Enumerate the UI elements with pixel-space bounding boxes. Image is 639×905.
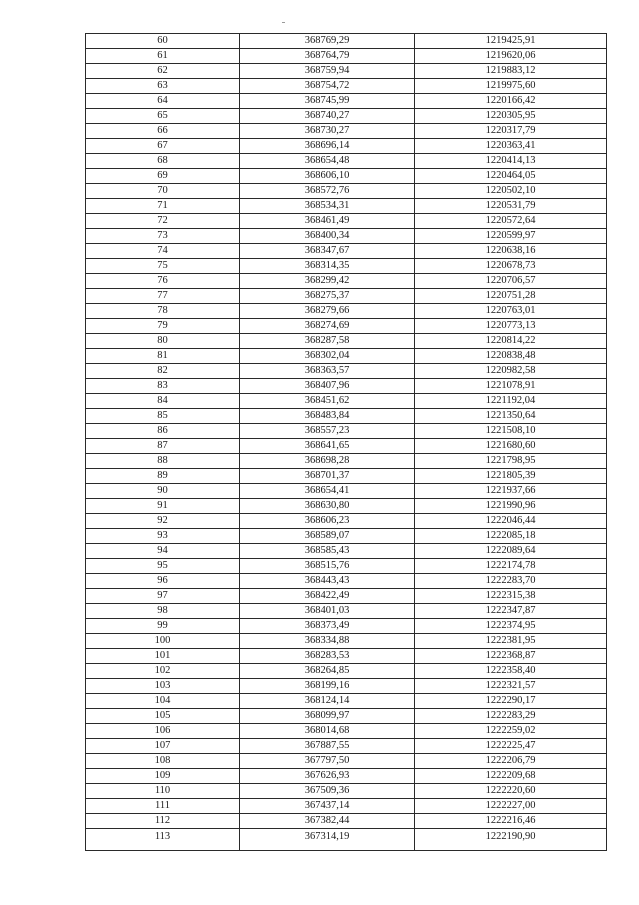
coordinates-table [85,33,607,851]
y-coordinate-cell: 1222220,60 [415,784,607,799]
table-row [86,64,607,79]
x-coordinate-cell: 368401,03 [240,604,415,619]
y-coordinate-cell: 1222259,02 [415,724,607,739]
table-row [86,604,607,619]
point-number-cell: 69 [86,169,240,184]
x-coordinate-cell: 368400,34 [240,229,415,244]
table-row [86,439,607,454]
table-row [86,409,607,424]
point-number-cell: 99 [86,619,240,634]
point-number-cell: 113 [86,829,240,851]
point-number-cell: 92 [86,514,240,529]
y-coordinate-cell: 1221192,04 [415,394,607,409]
table-row [86,739,607,754]
y-coordinate-cell: 1220638,16 [415,244,607,259]
point-number-cell: 74 [86,244,240,259]
x-coordinate-cell: 368199,16 [240,679,415,694]
y-coordinate-cell: 1220166,42 [415,94,607,109]
x-coordinate-cell: 368279,66 [240,304,415,319]
x-coordinate-cell: 367437,14 [240,799,415,814]
point-number-cell: 78 [86,304,240,319]
point-number-cell: 76 [86,274,240,289]
x-coordinate-cell: 368283,53 [240,649,415,664]
x-coordinate-cell: 368407,96 [240,379,415,394]
table-row [86,49,607,64]
x-coordinate-cell: 367382,44 [240,814,415,829]
y-coordinate-cell: 1221798,95 [415,454,607,469]
y-coordinate-cell: 1220982,58 [415,364,607,379]
table-row [86,769,607,784]
x-coordinate-cell: 368589,07 [240,529,415,544]
table-row [86,259,607,274]
table-row [86,694,607,709]
point-number-cell: 95 [86,559,240,574]
point-number-cell: 103 [86,679,240,694]
x-coordinate-cell: 368287,58 [240,334,415,349]
table-row [86,94,607,109]
table-row [86,184,607,199]
y-coordinate-cell: 1220363,41 [415,139,607,154]
table-row [86,799,607,814]
y-coordinate-cell: 1220751,28 [415,289,607,304]
y-coordinate-cell: 1221680,60 [415,439,607,454]
table-row [86,394,607,409]
table-row [86,589,607,604]
point-number-cell: 66 [86,124,240,139]
x-coordinate-cell: 367887,55 [240,739,415,754]
y-coordinate-cell: 1219975,60 [415,79,607,94]
table-row [86,34,607,49]
table-row [86,109,607,124]
y-coordinate-cell: 1220814,22 [415,334,607,349]
y-coordinate-cell: 1222227,00 [415,799,607,814]
y-coordinate-cell: 1220678,73 [415,259,607,274]
x-coordinate-cell: 367314,19 [240,829,415,851]
y-coordinate-cell: 1219425,91 [415,34,607,49]
point-number-cell: 106 [86,724,240,739]
table-row [86,754,607,769]
x-coordinate-cell: 368443,43 [240,574,415,589]
table-row [86,784,607,799]
table-row [86,379,607,394]
y-coordinate-cell: 1220572,64 [415,214,607,229]
y-coordinate-cell: 1220305,95 [415,109,607,124]
point-number-cell: 79 [86,319,240,334]
y-coordinate-cell: 1220763,01 [415,304,607,319]
table-row [86,679,607,694]
point-number-cell: 86 [86,424,240,439]
y-coordinate-cell: 1220773,13 [415,319,607,334]
table-row [86,544,607,559]
table-row [86,664,607,679]
y-coordinate-cell: 1222283,29 [415,709,607,724]
point-number-cell: 91 [86,499,240,514]
x-coordinate-cell: 368275,37 [240,289,415,304]
table-row [86,814,607,829]
y-coordinate-cell: 1222085,18 [415,529,607,544]
x-coordinate-cell: 368730,27 [240,124,415,139]
y-coordinate-cell: 1222347,87 [415,604,607,619]
x-coordinate-cell: 367509,36 [240,784,415,799]
point-number-cell: 62 [86,64,240,79]
point-number-cell: 105 [86,709,240,724]
y-coordinate-cell: 1222321,57 [415,679,607,694]
table-row [86,724,607,739]
table-row [86,484,607,499]
x-coordinate-cell: 368274,69 [240,319,415,334]
x-coordinate-cell: 368654,41 [240,484,415,499]
point-number-cell: 67 [86,139,240,154]
y-coordinate-cell: 1222283,70 [415,574,607,589]
x-coordinate-cell: 368754,72 [240,79,415,94]
y-coordinate-cell: 1219883,12 [415,64,607,79]
x-coordinate-cell: 368299,42 [240,274,415,289]
y-coordinate-cell: 1222046,44 [415,514,607,529]
x-coordinate-cell: 368698,28 [240,454,415,469]
y-coordinate-cell: 1222290,17 [415,694,607,709]
table-row [86,229,607,244]
point-number-cell: 96 [86,574,240,589]
point-number-cell: 80 [86,334,240,349]
y-coordinate-cell: 1222209,68 [415,769,607,784]
point-number-cell: 88 [86,454,240,469]
point-number-cell: 112 [86,814,240,829]
x-coordinate-cell: 368572,76 [240,184,415,199]
x-coordinate-cell: 368585,43 [240,544,415,559]
table-row [86,529,607,544]
point-number-cell: 72 [86,214,240,229]
y-coordinate-cell: 1220706,57 [415,274,607,289]
table-row [86,154,607,169]
point-number-cell: 60 [86,34,240,49]
y-coordinate-cell: 1222206,79 [415,754,607,769]
x-coordinate-cell: 368606,10 [240,169,415,184]
table-row [86,214,607,229]
y-coordinate-cell: 1221990,96 [415,499,607,514]
y-coordinate-cell: 1221078,91 [415,379,607,394]
y-coordinate-cell: 1219620,06 [415,49,607,64]
table-row [86,469,607,484]
point-number-cell: 73 [86,229,240,244]
point-number-cell: 104 [86,694,240,709]
point-number-cell: 61 [86,49,240,64]
y-coordinate-cell: 1222190,90 [415,829,607,851]
point-number-cell: 102 [86,664,240,679]
point-number-cell: 77 [86,289,240,304]
point-number-cell: 84 [86,394,240,409]
x-coordinate-cell: 368654,48 [240,154,415,169]
point-number-cell: 81 [86,349,240,364]
table-row [86,334,607,349]
x-coordinate-cell: 368740,27 [240,109,415,124]
x-coordinate-cell: 368641,65 [240,439,415,454]
y-coordinate-cell: 1222216,46 [415,814,607,829]
x-coordinate-cell: 368422,49 [240,589,415,604]
x-coordinate-cell: 368451,62 [240,394,415,409]
x-coordinate-cell: 367626,93 [240,769,415,784]
x-coordinate-cell: 368696,14 [240,139,415,154]
table-row [86,619,607,634]
y-coordinate-cell: 1222368,87 [415,649,607,664]
x-coordinate-cell: 368302,04 [240,349,415,364]
y-coordinate-cell: 1221805,39 [415,469,607,484]
table-row [86,424,607,439]
x-coordinate-cell: 368745,99 [240,94,415,109]
point-number-cell: 109 [86,769,240,784]
table-row [86,454,607,469]
x-coordinate-cell: 368264,85 [240,664,415,679]
x-coordinate-cell: 368701,37 [240,469,415,484]
table-row [86,634,607,649]
x-coordinate-cell: 368014,68 [240,724,415,739]
table-row [86,124,607,139]
point-number-cell: 97 [86,589,240,604]
point-number-cell: 110 [86,784,240,799]
y-coordinate-cell: 1221937,66 [415,484,607,499]
point-number-cell: 89 [86,469,240,484]
x-coordinate-cell: 368606,23 [240,514,415,529]
point-number-cell: 100 [86,634,240,649]
point-number-cell: 85 [86,409,240,424]
y-coordinate-cell: 1220317,79 [415,124,607,139]
point-number-cell: 68 [86,154,240,169]
point-number-cell: 75 [86,259,240,274]
x-coordinate-cell: 368347,67 [240,244,415,259]
table-row [86,649,607,664]
table-row [86,244,607,259]
point-number-cell: 87 [86,439,240,454]
x-coordinate-cell: 368557,23 [240,424,415,439]
table-row [86,319,607,334]
point-number-cell: 98 [86,604,240,619]
table-row [86,139,607,154]
y-coordinate-cell: 1220502,10 [415,184,607,199]
y-coordinate-cell: 1222358,40 [415,664,607,679]
y-coordinate-cell: 1220464,05 [415,169,607,184]
y-coordinate-cell: 1221350,64 [415,409,607,424]
table-row [86,289,607,304]
y-coordinate-cell: 1220531,79 [415,199,607,214]
point-number-cell: 70 [86,184,240,199]
coordinates-table-body [86,34,607,851]
y-coordinate-cell: 1222174,78 [415,559,607,574]
table-row [86,199,607,214]
point-number-cell: 83 [86,379,240,394]
x-coordinate-cell: 367797,50 [240,754,415,769]
x-coordinate-cell: 368124,14 [240,694,415,709]
y-coordinate-cell: 1222374,95 [415,619,607,634]
table-row [86,709,607,724]
table-row [86,829,607,851]
point-number-cell: 101 [86,649,240,664]
y-coordinate-cell: 1222225,47 [415,739,607,754]
x-coordinate-cell: 368314,35 [240,259,415,274]
table-row [86,79,607,94]
point-number-cell: 71 [86,199,240,214]
x-coordinate-cell: 368363,57 [240,364,415,379]
scan-speck [282,22,285,23]
table-row [86,574,607,589]
table-row [86,364,607,379]
y-coordinate-cell: 1222315,38 [415,589,607,604]
x-coordinate-cell: 368099,97 [240,709,415,724]
point-number-cell: 90 [86,484,240,499]
point-number-cell: 107 [86,739,240,754]
point-number-cell: 65 [86,109,240,124]
table-row [86,169,607,184]
x-coordinate-cell: 368373,49 [240,619,415,634]
x-coordinate-cell: 368461,49 [240,214,415,229]
table-row [86,349,607,364]
y-coordinate-cell: 1222381,95 [415,634,607,649]
point-number-cell: 108 [86,754,240,769]
table-row [86,559,607,574]
point-number-cell: 94 [86,544,240,559]
x-coordinate-cell: 368334,88 [240,634,415,649]
point-number-cell: 64 [86,94,240,109]
y-coordinate-cell: 1222089,64 [415,544,607,559]
y-coordinate-cell: 1220838,48 [415,349,607,364]
x-coordinate-cell: 368769,29 [240,34,415,49]
y-coordinate-cell: 1220414,13 [415,154,607,169]
table-row [86,514,607,529]
x-coordinate-cell: 368759,94 [240,64,415,79]
point-number-cell: 82 [86,364,240,379]
table-row [86,499,607,514]
point-number-cell: 93 [86,529,240,544]
table-row [86,304,607,319]
y-coordinate-cell: 1220599,97 [415,229,607,244]
x-coordinate-cell: 368630,80 [240,499,415,514]
point-number-cell: 111 [86,799,240,814]
point-number-cell: 63 [86,79,240,94]
y-coordinate-cell: 1221508,10 [415,424,607,439]
x-coordinate-cell: 368483,84 [240,409,415,424]
table-row [86,274,607,289]
x-coordinate-cell: 368764,79 [240,49,415,64]
x-coordinate-cell: 368534,31 [240,199,415,214]
x-coordinate-cell: 368515,76 [240,559,415,574]
